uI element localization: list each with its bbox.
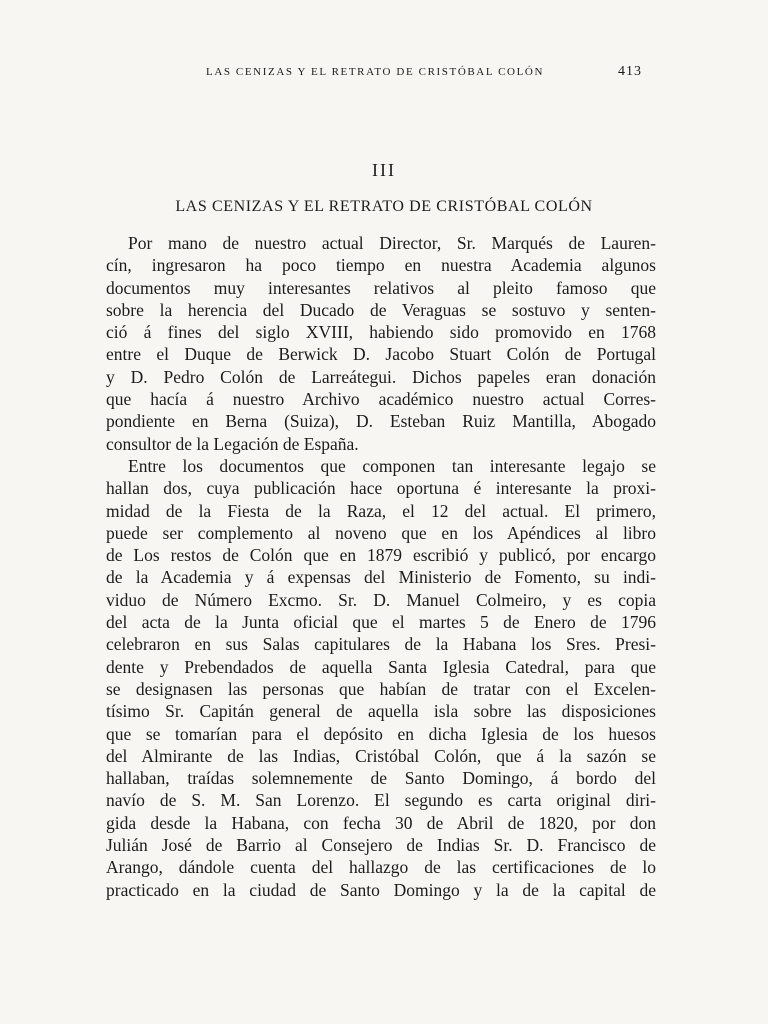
text-line: gida desde la Habana, con fecha 30 de Abril de 1820, por don [106,812,656,833]
text-line: dente y Prebendados de aquella Santa Iglesia Catedral, para que [106,656,656,677]
text-line: viduo de Número Excmo. Sr. D. Manuel Colmeiro, y es copia [106,589,656,610]
text-line: practicado en la ciudad de Santo Domingo y la de la capital de [106,879,656,900]
text-line: documentos muy interesantes relativos al pleito famoso que [106,277,656,298]
text-line: se designasen las personas que habían de tratar con el Excelen- [106,678,656,699]
text-line: tísimo Sr. Capitán general de aquella isla sobre las disposiciones [106,701,656,722]
running-head [0,66,768,86]
body-text [106,232,656,901]
text-line: puede ser complemento al noveno que en los Apéndices al libro [106,522,656,543]
text-line: hallan dos, cuya publicación hace oportuna é interesante la proxi- [106,478,656,499]
text-line: Entre los documentos que componen tan interesante legajo se [128,455,656,476]
text-line: consultor de la Legación de España. [106,433,359,454]
text-line: navío de S. M. San Lorenzo. El segundo es carta original diri- [106,790,656,811]
text-line: midad de la Fiesta de la Raza, el 12 del actual. El primero, [106,500,656,521]
running-title: LAS CENIZAS Y EL RETRATO DE CRISTÓBAL COLÓN [206,66,544,78]
text-line: hallaban, traídas solemnemente de Santo Domingo, á bordo del [106,768,656,789]
text-line: de la Academia y á expensas del Ministerio de Fomento, su indi- [106,567,656,588]
text-line: celebraron en sus Salas capitulares de la Habana los Sres. Presi- [106,634,656,655]
text-line: Por mano de nuestro actual Director, Sr. Marqués de Lauren- [128,233,656,253]
text-line: cín, ingresaron ha poco tiempo en nuestra Academia algunos [106,255,656,276]
text-line: y D. Pedro Colón de Larreátegui. Dichos papeles eran donación [106,366,656,387]
page-number: 413 [618,64,642,79]
text-line: Arango, dándole cuenta del hallazgo de las certificaciones de lo [106,857,656,878]
text-line: que se tomarían para el depósito en dicha Iglesia de los huesos [106,723,656,744]
text-line: Julián José de Barrio al Consejero de Indias Sr. D. Francisco de [106,835,656,856]
text-line: sobre la herencia del Ducado de Veraguas se sostuvo y senten- [106,299,656,320]
text-line: pondiente en Berna (Suiza), D. Esteban Ruiz Mantilla, Abogado [106,411,656,432]
text-line: de Los restos de Colón que en 1879 escribió y publicó, por encargo [106,545,656,566]
text-line: del Almirante de las Indias, Cristóbal Colón, que á la sazón se [106,745,656,766]
section-number: III [372,160,396,180]
text-line: ció á fines del siglo XVIII, habiendo sido promovido en 1768 [106,322,656,343]
text-line: que hacía á nuestro Archivo académico nuestro actual Corres- [106,389,656,410]
section-title: LAS CENIZAS Y EL RETRATO DE CRISTÓBAL COLÓN [175,198,593,215]
text-line: del acta de la Junta oficial que el martes 5 de Enero de 1796 [106,612,656,633]
text-line: entre el Duque de Berwick D. Jacobo Stuart Colón de Portugal [106,344,656,365]
